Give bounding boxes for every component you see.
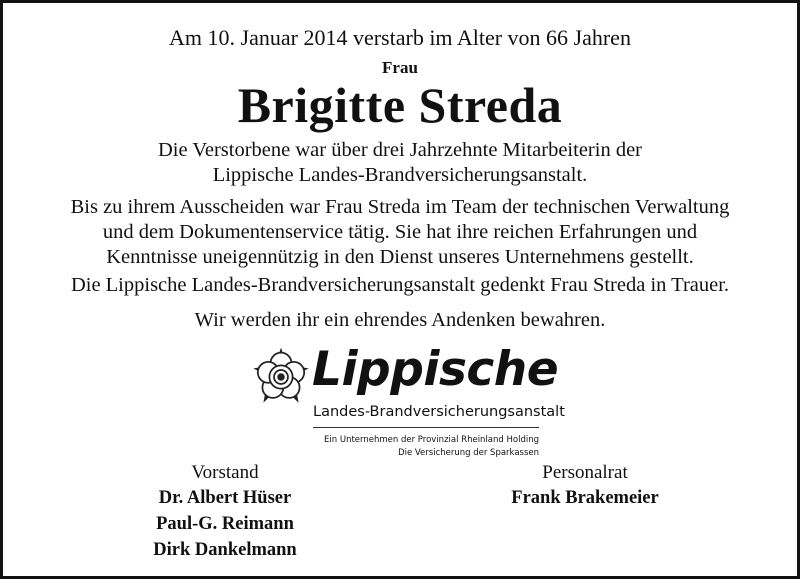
paragraph-line: Kenntnisse uneigennützig in den Dienst unseres Unternehmens gestellt. <box>106 246 694 268</box>
signature-title: Personalrat <box>542 462 628 483</box>
paragraph-mourning: Die Lippische Landes-Brandversicherungsanstalt gedenkt Frau Streda in Trauer. <box>70 274 730 296</box>
deceased-name: Brigitte Streda <box>237 77 563 133</box>
signature-name: Frank Brakemeier <box>511 488 659 508</box>
paragraph-line: Lippische Landes-Brandversicherungsanstalt. <box>212 164 588 186</box>
signature-board <box>110 461 340 563</box>
paragraph-employment <box>0 138 800 188</box>
paragraph-career <box>0 195 800 270</box>
intro-text: Am 10. Januar 2014 verstarb im Alter von 66 Jahren <box>169 25 631 50</box>
salutation: Frau <box>382 58 418 77</box>
logo-divider <box>313 427 539 428</box>
logo-holding-line: Ein Unternehmen der Provinzial Rheinland Holding <box>324 435 539 445</box>
rose-icon <box>252 348 310 406</box>
signature-name: Dirk Dankelmann <box>153 540 297 560</box>
paragraph-line: Bis zu ihrem Ausscheiden war Frau Streda im Team der technischen Verwaltung <box>70 196 730 218</box>
paragraph-line: Die Verstorbene war über drei Jahrzehnte Mitarbeiterin der <box>157 139 642 161</box>
logo-subtitle: Landes-Brandversicherungsanstalt <box>313 404 565 420</box>
signature-name: Paul-G. Reimann <box>156 514 294 534</box>
paragraph-line: und dem Dokumentenservice tätig. Sie hat ihre reichen Erfahrungen und <box>102 221 698 243</box>
signature-title: Vorstand <box>191 462 259 483</box>
logo-sparkassen-line: Die Versicherung der Sparkassen <box>398 448 539 458</box>
logo-wordmark: Lippische <box>312 342 559 397</box>
signature-council <box>470 461 700 511</box>
company-logo <box>0 342 800 467</box>
signature-name: Dr. Albert Hüser <box>158 488 292 508</box>
paragraph-remembrance: Wir werden ihr ein ehrendes Andenken bewahren. <box>194 309 606 331</box>
